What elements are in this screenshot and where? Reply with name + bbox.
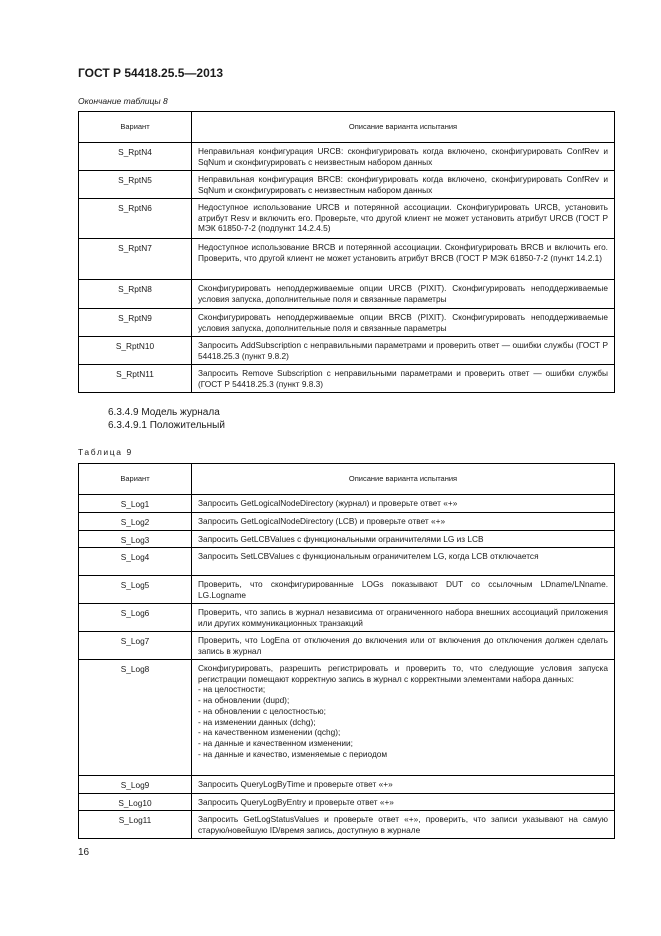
table-row (79, 280, 615, 309)
variant-cell: S_RptN5 (79, 171, 192, 199)
description-cell: Проверить, что запись в журнал независима от ограниченного набора внешних ассоциаций приложения или других коммуникационных транзакций (192, 604, 615, 632)
table-row (79, 309, 615, 337)
description-cell: Проверить, что сконфигурированные LOGs показывают DUT со ссылочным LDname/LNname. LG.Logname (192, 576, 615, 604)
description-cell: Неправильная конфигурация URCB: сконфигурировать когда включено, сконфигурировать ConfRev и SqNum и сконфигурировать с неизвестным набором данных (192, 143, 615, 171)
description-cell: Запросить QueryLogByTime и проверьте ответ «+» (192, 776, 615, 794)
variant-cell: S_Log1 (79, 495, 192, 513)
header-variant: Вариант (79, 464, 192, 495)
list-item: - на качественном изменении (qchg); (198, 727, 341, 738)
list-item: - на изменении данных (dchg); (198, 716, 316, 727)
table-9 (78, 463, 615, 839)
section-heading-positive: 6.3.4.9.1 Положительный (108, 420, 225, 431)
table-row (79, 143, 615, 171)
table-header-row (79, 112, 615, 143)
table-row (79, 811, 615, 839)
description-cell: Запросить GetLCBValues с функциональными ограничителями LG из LCB (192, 531, 615, 548)
list-item: - на данные и качественном изменении; (198, 737, 353, 748)
description-cell: Запросить QueryLogByEntry и проверьте ответ «+» (192, 794, 615, 811)
variant-cell: S_RptN10 (79, 337, 192, 365)
table-row (79, 632, 615, 660)
variant-cell: S_RptN8 (79, 280, 192, 309)
variant-cell: S_Log10 (79, 794, 192, 811)
variant-cell: S_Log9 (79, 776, 192, 794)
table-row (79, 548, 615, 576)
table-row (79, 604, 615, 632)
page-number: 16 (78, 847, 90, 858)
document-title: ГОСТ Р 54418.25.5—2013 (78, 66, 224, 80)
variant-cell: S_Log5 (79, 576, 192, 604)
variant-cell: S_Log4 (79, 548, 192, 576)
description-cell: Запросить GetLogicalNodeDirectory (журнал) и проверьте ответ «+» (192, 495, 615, 513)
table-row (79, 576, 615, 604)
variant-cell: S_Log6 (79, 604, 192, 632)
table-row (79, 199, 615, 239)
table-row (79, 660, 615, 776)
list-item: - на целостности; (198, 684, 266, 695)
table-row (79, 495, 615, 513)
description-cell: Недоступное использование URCB и потерянной ассоциации. Сконфигурировать URCB, установить атрибут Resv и включить его. Проверьте, что другой клиент не может установить атрибут URCB (ГОСТ Р МЭК 61850-7-2 (подпункт 14.2.4.5) (192, 199, 615, 239)
description-cell: Запросить SetLCBValues с функциональным ограничителем LG, когда LCB отключается (192, 548, 615, 576)
variant-cell: S_Log8 (79, 660, 192, 776)
description-cell: Неправильная конфигурация BRCB: сконфигурировать когда включено, сконфигурировать ConfRev и SqNum и сконфигурировать с неизвестным набором данных (192, 171, 615, 199)
table-header-row (79, 464, 615, 495)
header-description: Описание варианта испытания (192, 464, 615, 495)
variant-cell: S_Log7 (79, 632, 192, 660)
description-cell: Запросить GetLogStatusValues и проверьте ответ «+», проверить, что записи указывают на самую старую/новейшую ID/время запись, доступную в журнале (192, 811, 615, 839)
description-cell: Недоступное использование BRCB и потерянной ассоциации. Сконфигурировать BRCB и включить его. Проверить, что другой клиент не может установить атрибут BRCB (ГОСТ Р МЭК 61850-7-2 (пункт 14.2.1) (192, 239, 615, 280)
table-row (79, 365, 615, 393)
variant-cell: S_RptN6 (79, 199, 192, 239)
description-cell: Сконфигурировать неподдерживаемые опции BRCB (PIXIT). Сконфигурировать неподдерживаемые условия запуска, дополнительные поля и связанные параметры (192, 309, 615, 337)
description-cell: Запросить AddSubscription с неправильными параметрами и проверить ответ — ошибки службы (ГОСТ Р 54418.25.3 (пункт 9.8.2) (192, 337, 615, 365)
table-row (79, 794, 615, 811)
table-row (79, 776, 615, 794)
variant-cell: S_RptN4 (79, 143, 192, 171)
variant-cell: S_Log3 (79, 531, 192, 548)
list-item: - на данные и качество, изменяемые с периодом (198, 748, 388, 759)
description-cell (192, 660, 615, 776)
description-cell: Запросить Remove Subscription с неправильными параметрами и проверить ответ — ошибки службы (ГОСТ Р 54418.25.3 (пункт 9.8.3) (192, 365, 615, 393)
table9-caption: Таблица 9 (78, 447, 133, 457)
table-row (79, 171, 615, 199)
table-8 (78, 111, 615, 393)
description-text: Сконфигурировать, разрешить регистрировать и проверить то, что следующие условия запуска регистрации помещают корректную запись в журнал с корректными элементами набора данных: (198, 663, 608, 684)
table-row (79, 531, 615, 548)
section-heading-log-model: 6.3.4.9 Модель журнала (108, 407, 220, 418)
variant-cell: S_RptN11 (79, 365, 192, 393)
table8-caption: Окончание таблицы 8 (78, 96, 168, 106)
table-row (79, 239, 615, 280)
table-row (79, 337, 615, 365)
variant-cell: S_Log2 (79, 513, 192, 531)
variant-cell: S_RptN7 (79, 239, 192, 280)
description-cell: Сконфигурировать неподдерживаемые опции URCB (PIXIT). Сконфигурировать неподдерживаемые условия запуска, дополнительные поля и связанные параметры (192, 280, 615, 309)
header-variant: Вариант (79, 112, 192, 143)
list-item: - на обновлении (dupd); (198, 695, 290, 706)
list-item: - на обновлении с целостностью; (198, 705, 326, 716)
variant-cell: S_Log11 (79, 811, 192, 839)
description-cell: Запросить GetLogicalNodeDirectory (LCB) и проверьте ответ «+» (192, 513, 615, 531)
header-description: Описание варианта испытания (192, 112, 615, 143)
description-cell: Проверить, что LogEna от отключения до включения или от включения до отключения должен сделать запись в журнал (192, 632, 615, 660)
variant-cell: S_RptN9 (79, 309, 192, 337)
table-row (79, 513, 615, 531)
